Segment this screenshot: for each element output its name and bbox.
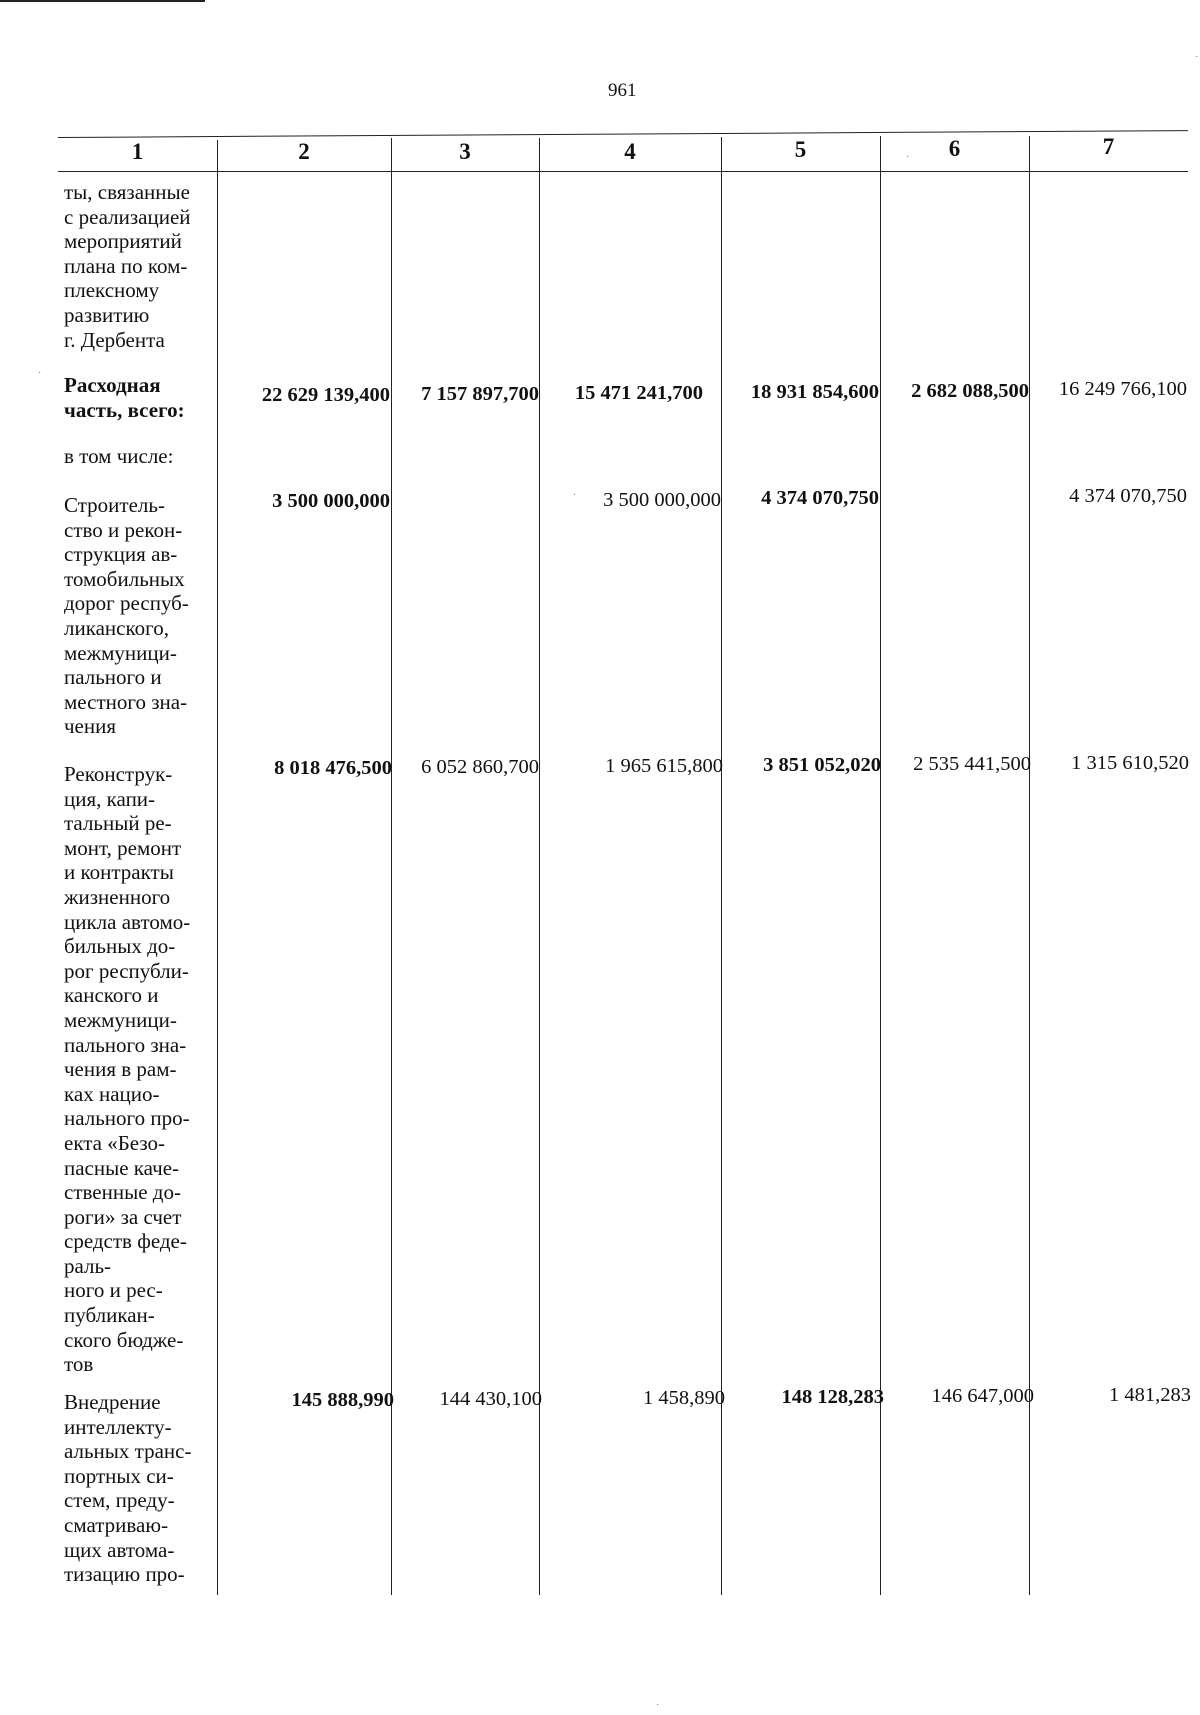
- column-header-5: 5: [794, 137, 807, 162]
- column-header-7: 7: [1102, 134, 1115, 159]
- top-rule: [0, 0, 205, 2]
- cell-value: 145 888,990: [291, 1389, 394, 1411]
- row-label: Расходная часть, всего:: [64, 373, 185, 422]
- cell-value: 1 965 615,800: [605, 755, 723, 777]
- row-label: ты, связанные с реализацией мероприятий плана по ком- плексному развитию г. Дербента: [64, 180, 191, 352]
- cell-value: 8 018 476,500: [274, 757, 392, 779]
- header-bottom-rule: [58, 171, 1188, 172]
- column-header-6: 6: [948, 136, 961, 161]
- scan-speck: ·: [38, 368, 42, 379]
- row-label: Внедрение интеллекту- альных транс- портных си- стем, преду- сматриваю- щих автома- тизацию про-: [64, 1390, 192, 1587]
- column-divider: [217, 140, 218, 1595]
- scan-speck: ·: [906, 152, 910, 163]
- cell-value: 1 315 610,520: [1071, 752, 1189, 774]
- cell-value: 2 535 441,500: [913, 753, 1031, 775]
- column-divider: [391, 138, 392, 1595]
- cell-value: 22 629 139,400: [261, 384, 390, 406]
- cell-value: 3 851 052,020: [763, 754, 881, 776]
- cell-value: 148 128,283: [781, 1386, 884, 1408]
- column-header-4: 4: [624, 139, 636, 164]
- column-header-2: 2: [298, 139, 310, 164]
- page-number: 961: [608, 80, 637, 101]
- cell-value: 15 471 241,700: [574, 382, 703, 404]
- cell-value: 146 647,000: [931, 1385, 1034, 1407]
- cell-value: 2 682 088,500: [911, 380, 1029, 402]
- scan-speck: ·: [1195, 52, 1199, 63]
- column-divider: [880, 136, 881, 1595]
- cell-value: 7 157 897,700: [421, 383, 539, 405]
- column-divider: [539, 138, 540, 1595]
- cell-value: 1 481,283: [1109, 1384, 1191, 1406]
- cell-value: 3 500 000,000: [272, 490, 390, 512]
- cell-value: 4 374 070,750: [761, 487, 879, 509]
- row-label: Реконструк- ция, капи- тальный ре- монт, ремонт и контракты жизненного цикла автомо- бильных до- рог республи- канского и межмуници- пального зна- чения в рам- ках нацио- нального про- екта «Безо- пасные каче- ственные до- роги» за счет средств феде- раль- ного и рес- публикан- ского бюдже- тов: [64, 762, 191, 1377]
- column-header-1: 1: [131, 139, 144, 164]
- cell-value: 3 500 000,000: [603, 489, 721, 511]
- row-label: Строитель- ство и рекон- струкция ав- томобильных дорог респуб- ликанского, межмуници- пального и местного зна- чения: [64, 493, 189, 739]
- scan-speck: ·: [656, 1700, 660, 1711]
- row-label: в том числе:: [64, 444, 174, 468]
- column-divider: [721, 137, 722, 1595]
- cell-value: 6 052 860,700: [421, 756, 539, 778]
- cell-value: 16 249 766,100: [1058, 378, 1187, 400]
- cell-value: 4 374 070,750: [1069, 485, 1187, 507]
- column-header-3: 3: [459, 139, 471, 164]
- column-divider: [1029, 136, 1030, 1595]
- cell-value: 1 458,890: [643, 1387, 725, 1409]
- scan-speck: ·: [573, 490, 577, 501]
- cell-value: 18 931 854,600: [750, 381, 879, 403]
- cell-value: 144 430,100: [439, 1388, 542, 1410]
